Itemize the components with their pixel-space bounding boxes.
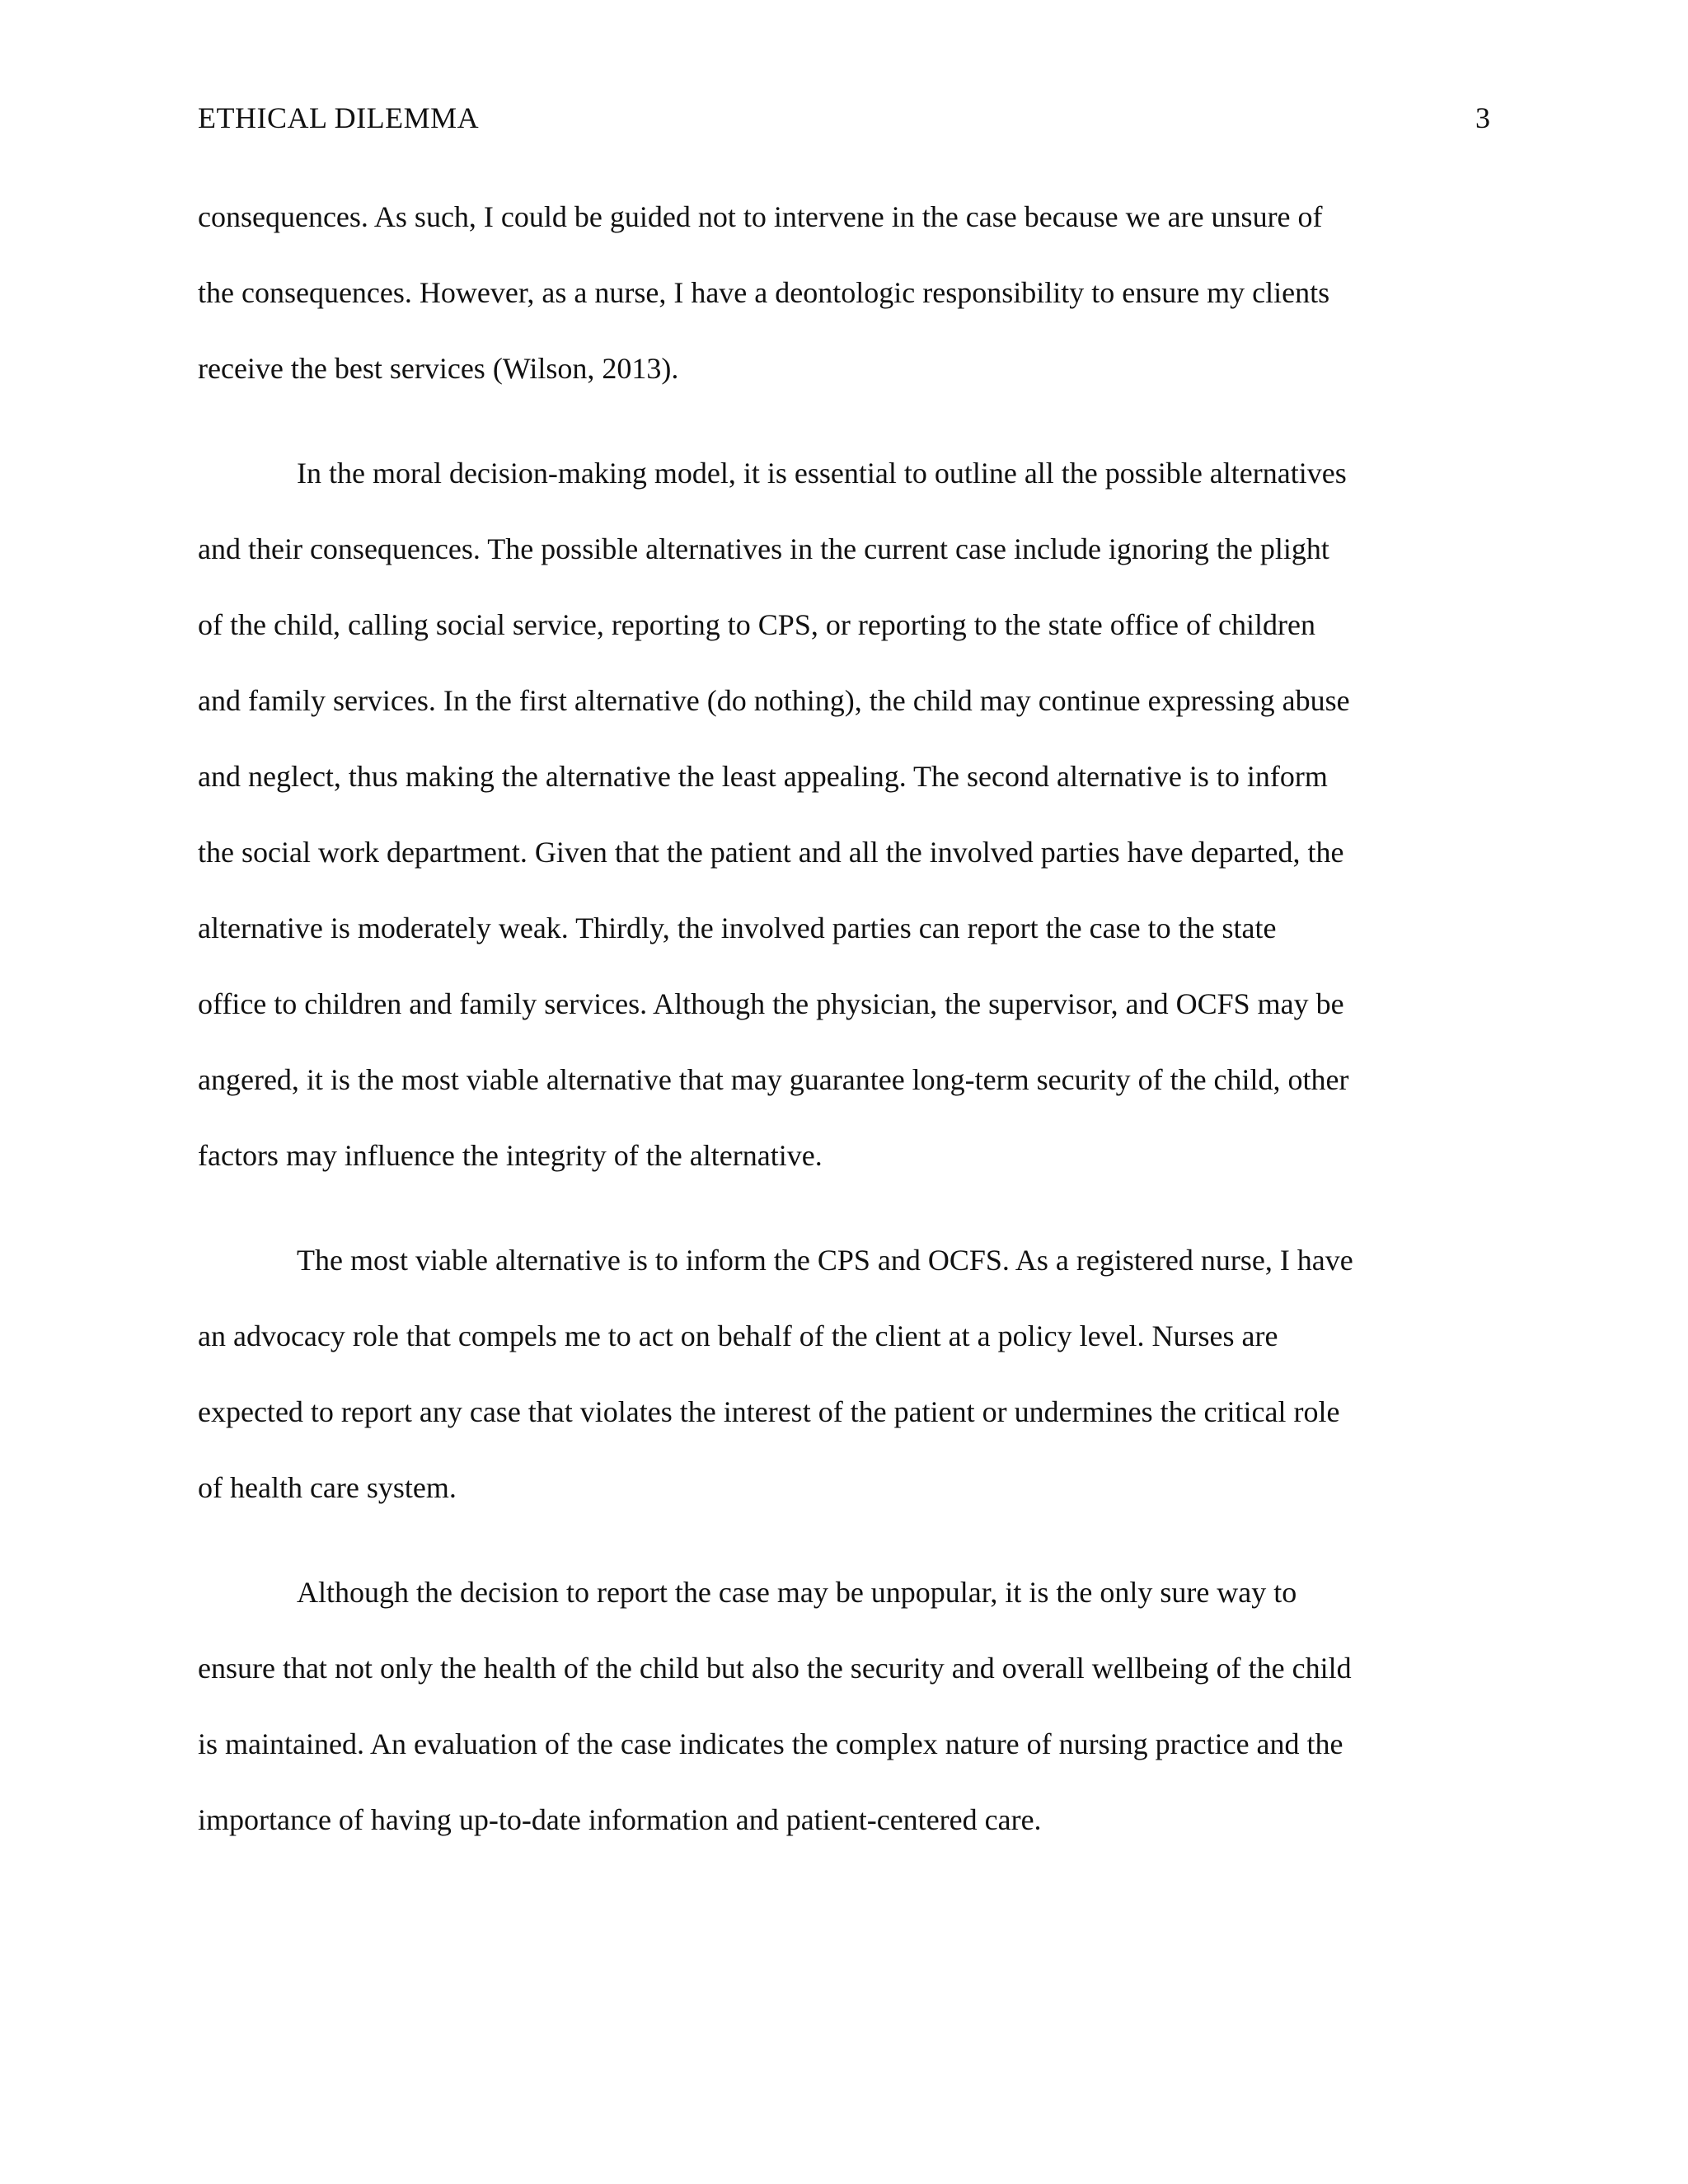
text-line: Although the decision to report the case may be unpopular, it is the only sure way to [297, 1576, 1297, 1609]
text-line: and family services. In the first alternative (do nothing), the child may continue expressing abuse [198, 684, 1350, 717]
page-number: 3 [1475, 101, 1490, 134]
text-line: consequences. As such, I could be guided not to intervene in the case because we are unsure of [198, 200, 1323, 233]
text-line: the consequences. However, as a nurse, I have a deontologic responsibility to ensure my clients [198, 276, 1330, 309]
text-line: an advocacy role that compels me to act on behalf of the client at a policy level. Nurses are [198, 1319, 1278, 1352]
paragraph-spacer [198, 1539, 1500, 1568]
text-line: The most viable alternative is to inform the CPS and OCFS. As a registered nurse, I have [297, 1244, 1353, 1277]
text-line: importance of having up-to-date information and patient-centered care. [198, 1803, 1042, 1836]
text-line: alternative is moderately weak. Thirdly, the involved parties can report the case to the state [198, 912, 1277, 944]
text-line: is maintained. An evaluation of the case indicates the complex nature of nursing practice and the [198, 1727, 1343, 1760]
paragraph-spacer [198, 419, 1500, 448]
paragraph [198, 1235, 1500, 1539]
text-line: the social work department. Given that the patient and all the involved parties have departed, the [198, 836, 1344, 869]
text-line: of health care system. [198, 1471, 457, 1504]
page-header [198, 97, 1490, 138]
text-line: receive the best services (Wilson, 2013). [198, 352, 679, 385]
paragraph-spacer [198, 1207, 1500, 1235]
text-line: ensure that not only the health of the child but also the security and overall wellbeing of the child [198, 1652, 1352, 1685]
text-line: and neglect, thus making the alternative the least appealing. The second alternative is to inform [198, 760, 1328, 793]
running-head: ETHICAL DILEMMA [198, 101, 480, 134]
paragraph [198, 1568, 1500, 1871]
text-line: of the child, calling social service, reporting to CPS, or reporting to the state office of children [198, 608, 1315, 641]
paragraph [198, 448, 1500, 1207]
text-line: and their consequences. The possible alternatives in the current case include ignoring the plight [198, 532, 1329, 565]
text-line: In the moral decision-making model, it is essential to outline all the possible alternatives [297, 457, 1347, 490]
paragraph [198, 192, 1500, 419]
text-line: factors may influence the integrity of the alternative. [198, 1139, 823, 1172]
text-line: angered, it is the most viable alternative that may guarantee long-term security of the child, other [198, 1063, 1349, 1096]
body-text [198, 192, 1500, 1871]
text-line: office to children and family services. Although the physician, the supervisor, and OCFS may be [198, 987, 1344, 1020]
text-line: expected to report any case that violates the interest of the patient or undermines the critical role [198, 1395, 1340, 1428]
